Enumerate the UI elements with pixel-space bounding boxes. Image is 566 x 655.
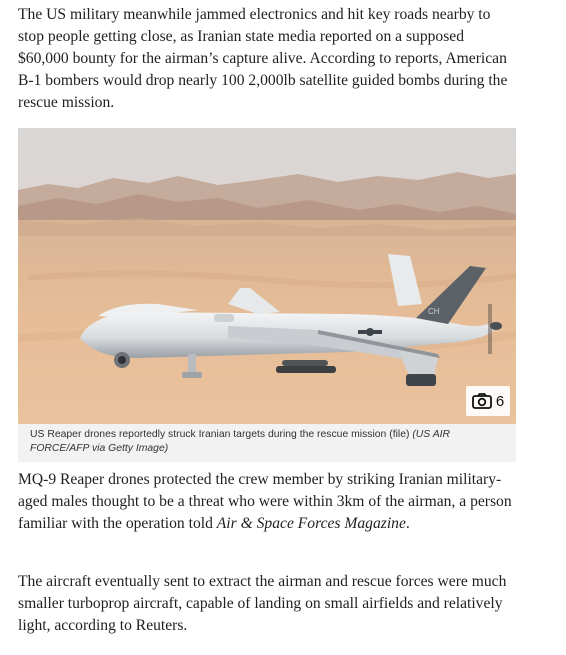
gallery-button[interactable]: [466, 386, 510, 416]
tail-code: CH: [428, 307, 440, 316]
article-figure: [18, 128, 516, 462]
caption-credit: (US AIR FORCE/AFP via Getty Image): [30, 429, 451, 454]
drone-photo[interactable]: [18, 128, 516, 424]
gallery-count: 6: [495, 392, 505, 410]
reaper-drone-image: [18, 128, 516, 424]
article-paragraph-3: The aircraft eventually sent to extract the airman and rescue forces were much smaller turboprop aircraft, capable of landing on small airfields and relatively light, according to Reuters.: [18, 573, 507, 634]
paragraph-2-text: MQ-9 Reaper drones protected the crew member by striking Iranian military-aged males thought to be a threat who were within 3km of the airman, a person familiar with the operation told: [18, 471, 512, 532]
article-paragraph-2: [18, 469, 516, 535]
image-caption: [30, 428, 500, 455]
caption-text: US Reaper drones reportedly struck Iranian targets during the rescue mission (file): [30, 429, 413, 440]
magazine-name: Air & Space Forces Magazine: [216, 515, 406, 532]
article-paragraph-1: The US military meanwhile jammed electronics and hit key roads nearby to stop people getting close, as Iranian state media reported on a supposed $60,000 bounty for the airman’s capture alive. According to reports, American B-1 bombers would drop nearly 100 2,000lb satellite guided bombs during the rescue mission.: [18, 6, 508, 111]
camera-icon: [472, 393, 492, 409]
paragraph-2-end: .: [405, 515, 410, 532]
